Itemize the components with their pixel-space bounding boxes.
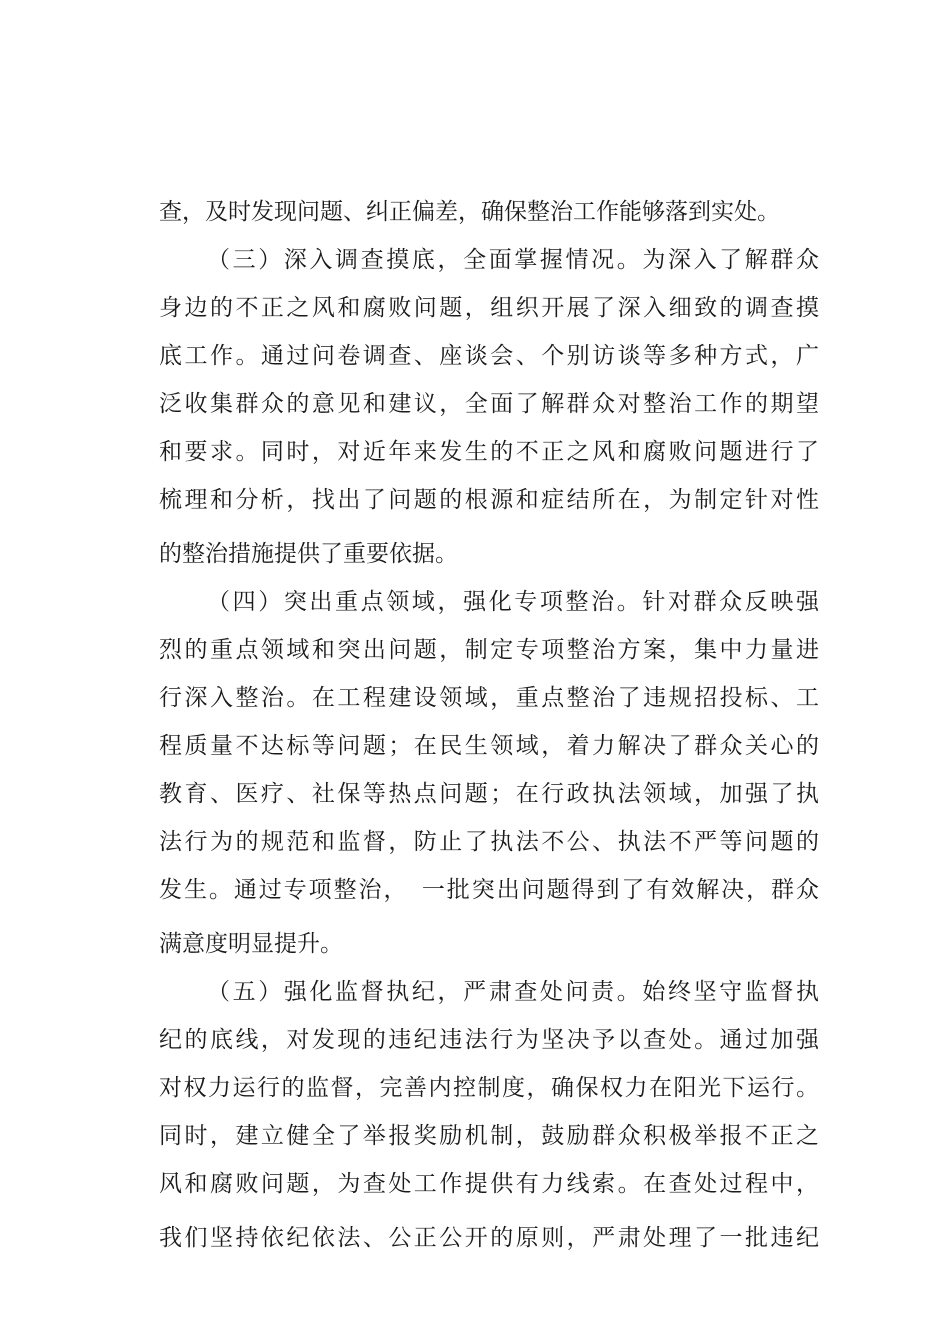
- paragraph-4-line-3: 对权力运行的监督，完善内控制度，确保权力在阳光下运行。: [159, 1075, 819, 1101]
- paragraph-3-line-3: 行深入整治。在工程建设领域，重点整治了违规招投标、工: [159, 685, 819, 711]
- paragraph-4-line-6: 我们坚持依纪依法、公正公开的原则，严肃处理了一批违纪: [159, 1225, 819, 1251]
- paragraph-2-line-7: 的整治措施提供了重要依据。: [159, 541, 458, 567]
- paragraph-2-line-3: 底工作。通过问卷调查、座谈会、个别访谈等多种方式，广: [159, 343, 819, 369]
- paragraph-2-line-5: 和要求。同时，对近年来发生的不正之风和腐败问题进行了: [159, 439, 819, 465]
- paragraph-3-line-6: 法行为的规范和监督，防止了执法不公、执法不严等问题的: [159, 829, 819, 855]
- paragraph-2-line-6: 梳理和分析，找出了问题的根源和症结所在，为制定针对性: [159, 487, 819, 513]
- paragraph-4-line-5: 风和腐败问题，为查处工作提供有力线索。在查处过程中，: [159, 1171, 819, 1197]
- paragraph-2-line-4: 泛收集群众的意见和建议，全面了解群众对整治工作的期望: [159, 391, 819, 417]
- paragraph-1-line-1: 查，及时发现问题、纠正偏差，确保整治工作能够落到实处。: [159, 199, 780, 225]
- paragraph-4-line-2: 纪的底线，对发现的违纪违法行为坚决予以查处。通过加强: [159, 1027, 819, 1053]
- paragraph-3-line-1: （四）突出重点领域，强化专项整治。针对群众反映强: [207, 589, 819, 615]
- paragraph-3-line-2: 烈的重点领域和突出问题，制定专项整治方案，集中力量进: [159, 637, 819, 663]
- paragraph-4-line-4: 同时，建立健全了举报奖励机制，鼓励群众积极举报不正之: [159, 1123, 819, 1149]
- paragraph-2-line-2: 身边的不正之风和腐败问题，组织开展了深入细致的调查摸: [159, 295, 819, 321]
- paragraph-3-line-7: 发生。通过专项整治， 一批突出问题得到了有效解决，群众: [159, 877, 819, 903]
- paragraph-3-line-4: 程质量不达标等问题；在民生领域，着力解决了群众关心的: [159, 733, 819, 759]
- paragraph-4-line-1: （五）强化监督执纪，严肃查处问责。始终坚守监督执: [207, 979, 819, 1005]
- paragraph-2-line-1: （三）深入调查摸底，全面掌握情况。为深入了解群众: [207, 247, 819, 273]
- paragraph-3-line-5: 教育、医疗、社保等热点问题；在行政执法领域，加强了执: [159, 781, 819, 807]
- paragraph-3-line-8: 满意度明显提升。: [159, 931, 343, 957]
